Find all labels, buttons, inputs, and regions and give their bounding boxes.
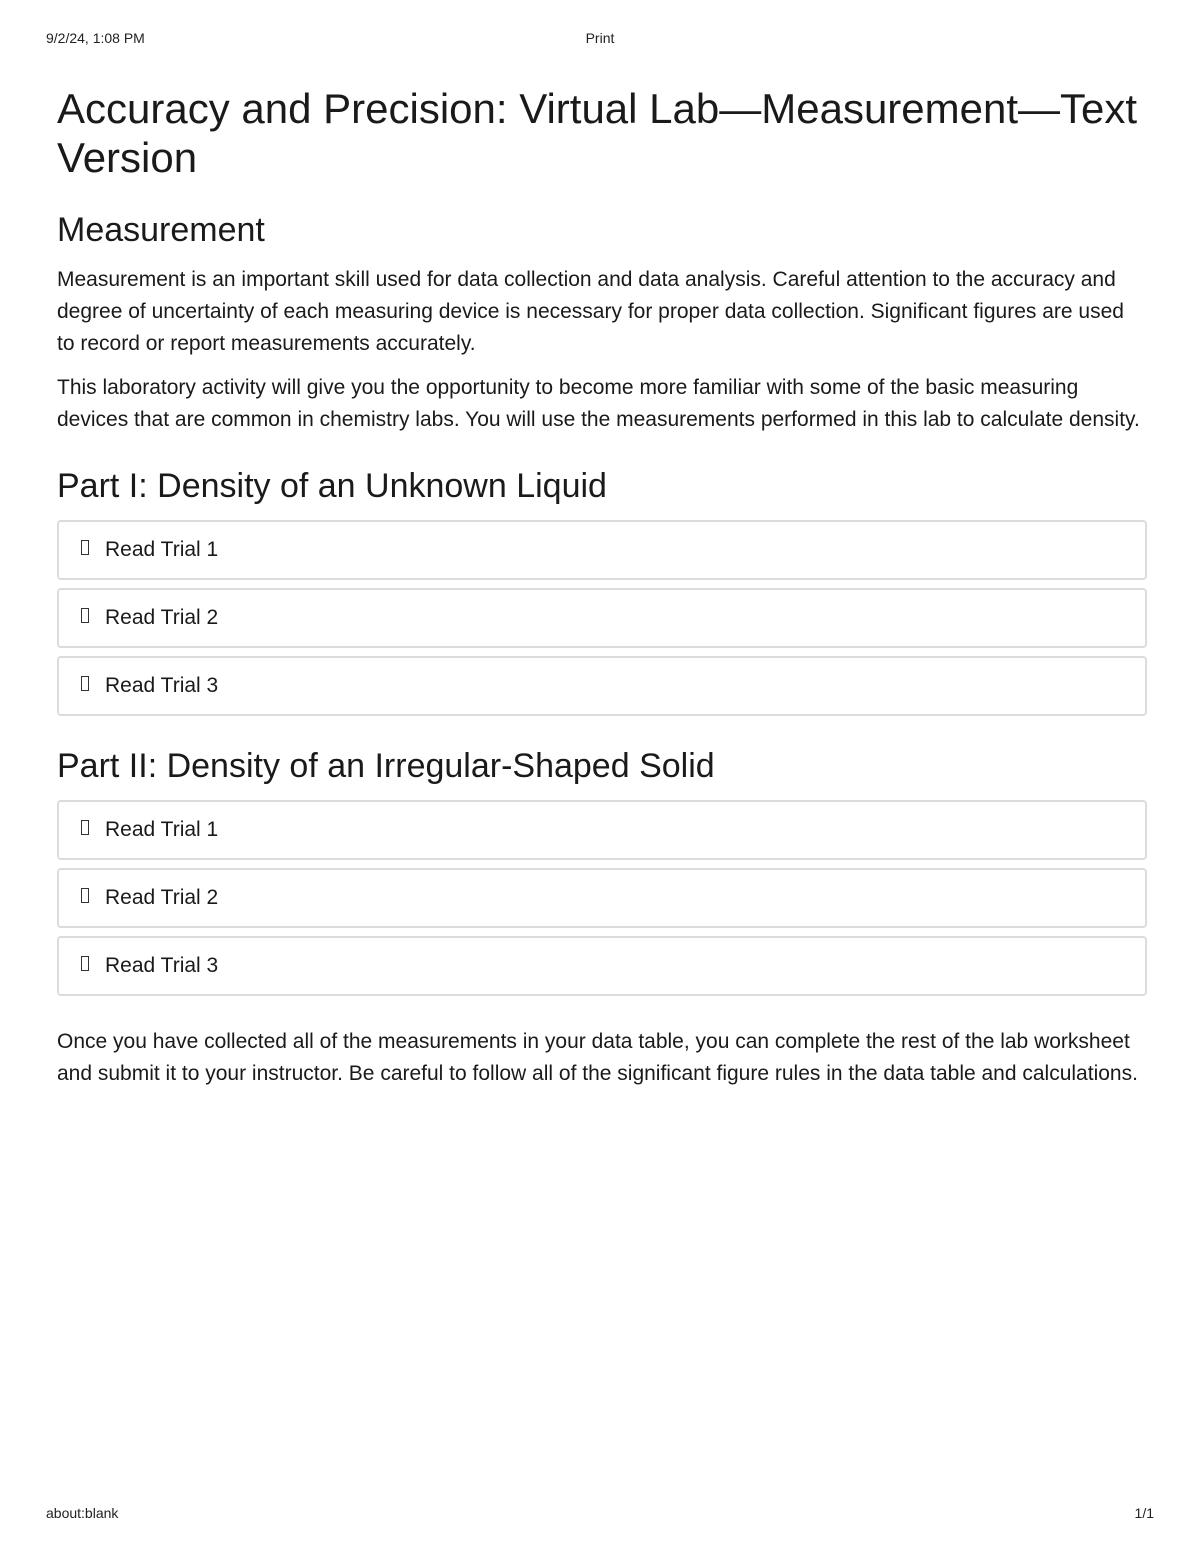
trial-label: Read Trial 1: [105, 818, 219, 841]
expand-icon: [81, 608, 89, 623]
part2-accordion: [57, 800, 1147, 996]
print-page-number: 1/1: [1134, 1505, 1154, 1521]
measurement-heading: Measurement: [57, 211, 265, 249]
trial-label: Read Trial 3: [105, 954, 219, 977]
print-title: Print: [585, 30, 615, 46]
print-header: [46, 30, 1154, 48]
trial-label: Read Trial 2: [105, 886, 219, 909]
part1-trial-1-toggle[interactable]: [57, 520, 1147, 580]
expand-icon: [81, 676, 89, 691]
expand-icon: [81, 540, 89, 555]
part2-trial-3-toggle[interactable]: [57, 936, 1147, 996]
expand-icon: [81, 956, 89, 971]
part1-heading: Part I: Density of an Unknown Liquid: [57, 467, 607, 505]
trial-label: Read Trial 1: [105, 538, 219, 561]
part1-trial-2-toggle[interactable]: [57, 588, 1147, 648]
expand-icon: [81, 820, 89, 835]
expand-icon: [81, 888, 89, 903]
part2-heading: Part II: Density of an Irregular-Shaped Solid: [57, 747, 715, 785]
print-url: about:blank: [46, 1505, 119, 1521]
page-content: [57, 84, 1147, 1102]
trial-label: Read Trial 3: [105, 674, 219, 697]
print-footer: [46, 1505, 1154, 1523]
closing-paragraph: Once you have collected all of the measurements in your data table, you can complete the rest of the lab worksheet and submit it to your instructor. Be careful to follow all of the significant figure rules in the data table and calculations.: [57, 1030, 1138, 1085]
part1-trial-3-toggle[interactable]: [57, 656, 1147, 716]
measurement-paragraph-1: Measurement is an important skill used for data collection and data analysis. Careful attention to the accuracy and degree of uncertainty of each measuring device is necessary for proper data collection. Significant figures are used to record or report measurements accurately.: [57, 268, 1124, 355]
page-title: Accuracy and Precision: Virtual Lab—Measurement—Text Version: [57, 85, 1138, 181]
trial-label: Read Trial 2: [105, 606, 219, 629]
part1-accordion: [57, 520, 1147, 716]
part2-trial-2-toggle[interactable]: [57, 868, 1147, 928]
measurement-paragraph-2: This laboratory activity will give you the opportunity to become more familiar with some of the basic measuring devices that are common in chemistry labs. You will use the measurements performed in this lab to calculate density.: [57, 376, 1140, 431]
part2-trial-1-toggle[interactable]: [57, 800, 1147, 860]
print-datetime: 9/2/24, 1:08 PM: [46, 30, 145, 46]
